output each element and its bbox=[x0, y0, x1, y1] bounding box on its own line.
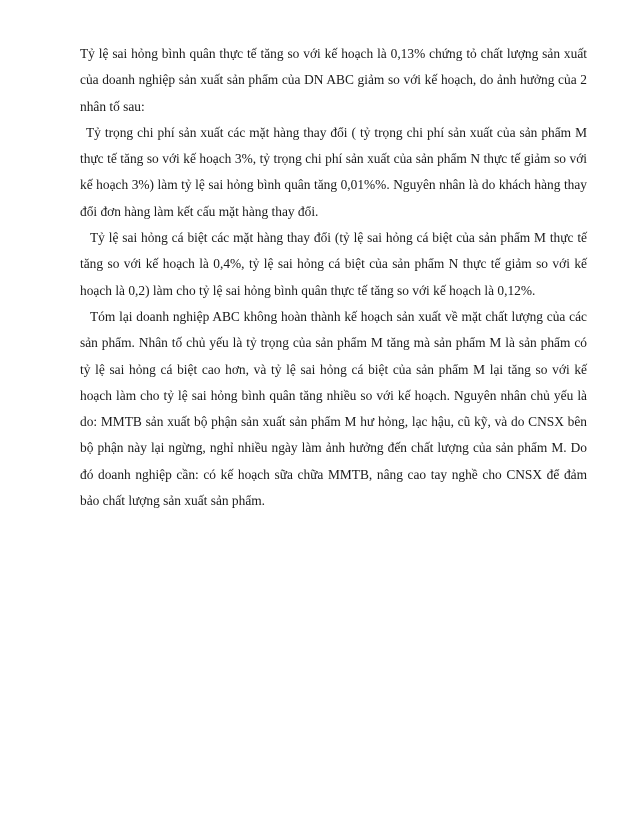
document-page bbox=[80, 41, 587, 514]
paragraph-intro: Tỷ lệ sai hỏng bình quân thực tế tăng so với kế hoạch là 0,13% chứng tỏ chất lượng sản xuất của doanh nghiệp sản xuất sản phẩm của DN ABC giảm so với kế hoạch, do ảnh hưởng của 2 nhân tố sau: bbox=[80, 46, 587, 114]
paragraph-individual-defect-rate: Tỷ lệ sai hỏng cá biệt các mặt hàng thay đổi (tỷ lệ sai hỏng cá biệt của sản phẩm M thực tế tăng so với kế hoạch là 0,4%, tỷ lệ sai hỏng cá biệt của sản phẩm N thực tế giảm so với kế hoạch là 0,2) làm cho tỷ lệ sai hỏng bình quân thực tế tăng so với kế hoạch là 0,12%. bbox=[80, 230, 587, 298]
paragraph-cost-structure: Tỷ trọng chi phí sản xuất các mặt hàng thay đổi ( tỷ trọng chi phí sản xuất của sản phẩm M thực tế tăng so với kế hoạch 3%, tỷ trọng chi phí sản xuất của sản phẩm N thực tế giảm so với kế hoạch 3%) làm tỷ lệ sai hỏng bình quân tăng 0,01%%. Nguyên nhân là do khách hàng thay đổi đơn hàng làm kết cấu mặt hàng thay đổi. bbox=[80, 124, 587, 219]
paragraph-conclusion: Tóm lại doanh nghiệp ABC không hoàn thành kế hoạch sản xuất về mặt chất lượng của các sản phẩm. Nhân tố chủ yếu là tỷ trọng của sản phẩm M tăng mà sản phẩm M là sản phẩm có tỷ lệ sai hỏng cá biệt cao hơn, và tỷ lệ sai hỏng cá biệt của sản phẩm M lại tăng so với kế hoạch làm cho tỷ lệ sai hỏng bình quân tăng nhiều so với kế hoạch. Nguyên nhân chủ yếu là do: MMTB sản xuất bộ phận sản xuất sản phẩm M hư hỏng, lạc hậu, cũ kỹ, và do CNSX bên bộ phận này lại ngừng, nghỉ nhiều ngày làm ảnh hưởng đến chất lượng của sản phẩm M. Do đó doanh nghiệp cần: có kế hoạch sữa chữa MMTB, nâng cao tay nghề cho CNSX để đảm bảo chất lượng sản xuất sản phẩm. bbox=[80, 308, 587, 509]
